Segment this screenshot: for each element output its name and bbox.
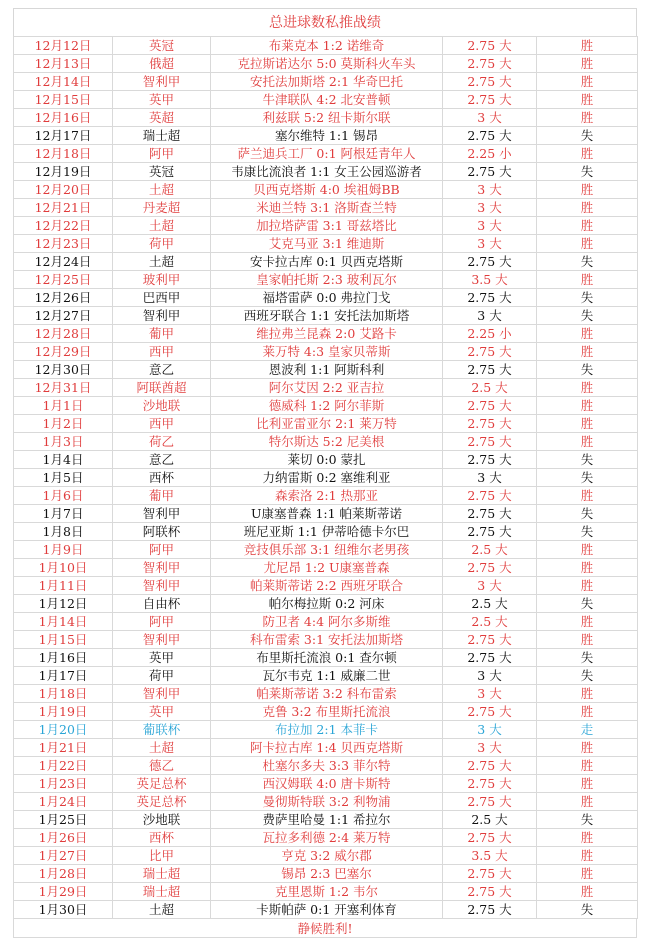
table-row <box>14 505 638 523</box>
date-cell: 12月26日 <box>14 289 113 307</box>
line-cell: 2.75 大 <box>443 163 537 181</box>
match-cell: 布拉加 2:1 本菲卡 <box>211 721 443 739</box>
league-cell: 智利甲 <box>113 559 211 577</box>
result-cell: 胜 <box>537 613 638 631</box>
league-cell: 沙地联 <box>113 397 211 415</box>
date-cell: 1月10日 <box>14 559 113 577</box>
match-cell: 力纳雷斯 0:2 塞维利亚 <box>211 469 443 487</box>
date-cell: 1月15日 <box>14 631 113 649</box>
results-sheet <box>13 8 637 941</box>
line-cell: 2.75 大 <box>443 73 537 91</box>
line-cell: 2.75 大 <box>443 883 537 901</box>
match-cell: 莱万特 4:3 皇家贝蒂斯 <box>211 343 443 361</box>
match-cell: 克里恩斯 1:2 韦尔 <box>211 883 443 901</box>
date-cell: 12月13日 <box>14 55 113 73</box>
league-cell: 阿甲 <box>113 541 211 559</box>
date-cell: 1月20日 <box>14 721 113 739</box>
date-cell: 1月1日 <box>14 397 113 415</box>
line-cell: 3 大 <box>443 109 537 127</box>
table-row <box>14 181 638 199</box>
match-cell: 特尔斯达 5:2 尼美根 <box>211 433 443 451</box>
line-cell: 3 大 <box>443 667 537 685</box>
table-row <box>14 307 638 325</box>
result-cell: 胜 <box>537 757 638 775</box>
league-cell: 葡甲 <box>113 487 211 505</box>
line-cell: 2.5 大 <box>443 541 537 559</box>
result-cell: 胜 <box>537 199 638 217</box>
line-cell: 2.5 大 <box>443 613 537 631</box>
league-cell: 阿联酋超 <box>113 379 211 397</box>
line-cell: 2.75 大 <box>443 523 537 541</box>
result-cell: 胜 <box>537 91 638 109</box>
league-cell: 沙地联 <box>113 811 211 829</box>
table-row <box>14 397 638 415</box>
result-cell: 胜 <box>537 235 638 253</box>
table-row <box>14 37 638 55</box>
line-cell: 2.75 大 <box>443 397 537 415</box>
league-cell: 土超 <box>113 181 211 199</box>
date-cell: 12月31日 <box>14 379 113 397</box>
result-cell: 失 <box>537 361 638 379</box>
match-cell: 瓦尔韦克 1:1 威廉二世 <box>211 667 443 685</box>
match-cell: 费萨里哈曼 1:1 希拉尔 <box>211 811 443 829</box>
match-cell: 帕尔梅拉斯 0:2 河床 <box>211 595 443 613</box>
match-cell: 科布雷索 3:1 安托法加斯塔 <box>211 631 443 649</box>
footer-message: 静候胜利! <box>13 919 637 938</box>
table-row <box>14 451 638 469</box>
line-cell: 3 大 <box>443 217 537 235</box>
league-cell: 土超 <box>113 739 211 757</box>
line-cell: 2.25 小 <box>443 145 537 163</box>
table-row <box>14 217 638 235</box>
result-cell: 胜 <box>537 271 638 289</box>
match-cell: 亨克 3:2 威尔郡 <box>211 847 443 865</box>
league-cell: 西甲 <box>113 415 211 433</box>
line-cell: 2.75 大 <box>443 451 537 469</box>
league-cell: 阿甲 <box>113 613 211 631</box>
match-cell: 帕莱斯蒂诺 2:2 西班牙联合 <box>211 577 443 595</box>
table-row <box>14 325 638 343</box>
match-cell: 维拉弗兰昆森 2:0 艾路卡 <box>211 325 443 343</box>
result-cell: 胜 <box>537 631 638 649</box>
line-cell: 2.75 大 <box>443 757 537 775</box>
match-cell: 布莱克本 1:2 诺维奇 <box>211 37 443 55</box>
result-cell: 失 <box>537 505 638 523</box>
table-row <box>14 703 638 721</box>
date-cell: 1月25日 <box>14 811 113 829</box>
table-row <box>14 847 638 865</box>
league-cell: 英足总杯 <box>113 793 211 811</box>
match-cell: 韦康比流浪者 1:1 女王公园巡游者 <box>211 163 443 181</box>
date-cell: 1月3日 <box>14 433 113 451</box>
date-cell: 1月21日 <box>14 739 113 757</box>
match-cell: 阿尔艾因 2:2 亚吉拉 <box>211 379 443 397</box>
league-cell: 英冠 <box>113 37 211 55</box>
league-cell: 西杯 <box>113 829 211 847</box>
date-cell: 12月17日 <box>14 127 113 145</box>
match-cell: 克鲁 3:2 布里斯托流浪 <box>211 703 443 721</box>
table-row <box>14 883 638 901</box>
match-cell: 加拉塔萨雷 3:1 哥兹塔比 <box>211 217 443 235</box>
table-row <box>14 361 638 379</box>
result-cell: 失 <box>537 253 638 271</box>
table-row <box>14 721 638 739</box>
table-row <box>14 595 638 613</box>
result-cell: 胜 <box>537 55 638 73</box>
line-cell: 3 大 <box>443 685 537 703</box>
line-cell: 3 大 <box>443 577 537 595</box>
result-cell: 胜 <box>537 343 638 361</box>
date-cell: 12月24日 <box>14 253 113 271</box>
result-cell: 失 <box>537 127 638 145</box>
date-cell: 1月5日 <box>14 469 113 487</box>
date-cell: 12月29日 <box>14 343 113 361</box>
date-cell: 1月26日 <box>14 829 113 847</box>
table-row <box>14 613 638 631</box>
match-cell: 塞尔维特 1:1 锡昂 <box>211 127 443 145</box>
league-cell: 土超 <box>113 253 211 271</box>
match-cell: 德威科 1:2 阿尔菲斯 <box>211 397 443 415</box>
date-cell: 12月28日 <box>14 325 113 343</box>
result-cell: 胜 <box>537 541 638 559</box>
result-cell: 胜 <box>537 883 638 901</box>
date-cell: 12月22日 <box>14 217 113 235</box>
line-cell: 3 大 <box>443 199 537 217</box>
line-cell: 2.75 大 <box>443 505 537 523</box>
table-row <box>14 901 638 919</box>
line-cell: 2.75 大 <box>443 775 537 793</box>
date-cell: 1月17日 <box>14 667 113 685</box>
result-cell: 失 <box>537 649 638 667</box>
date-cell: 1月23日 <box>14 775 113 793</box>
table-row <box>14 523 638 541</box>
league-cell: 智利甲 <box>113 631 211 649</box>
date-cell: 1月16日 <box>14 649 113 667</box>
result-cell: 胜 <box>537 217 638 235</box>
match-cell: 艾克马亚 3:1 维迪斯 <box>211 235 443 253</box>
league-cell: 智利甲 <box>113 73 211 91</box>
date-cell: 1月22日 <box>14 757 113 775</box>
league-cell: 土超 <box>113 217 211 235</box>
result-cell: 失 <box>537 901 638 919</box>
line-cell: 2.75 大 <box>443 559 537 577</box>
table-row <box>14 145 638 163</box>
result-cell: 失 <box>537 451 638 469</box>
table-row <box>14 289 638 307</box>
match-cell: 比利亚雷亚尔 2:1 莱万特 <box>211 415 443 433</box>
match-cell: 竞技俱乐部 3:1 纽维尔老男孩 <box>211 541 443 559</box>
line-cell: 2.75 大 <box>443 487 537 505</box>
line-cell: 2.75 大 <box>443 649 537 667</box>
league-cell: 德乙 <box>113 757 211 775</box>
match-cell: 杜塞尔多夫 3:3 菲尔特 <box>211 757 443 775</box>
result-cell: 胜 <box>537 847 638 865</box>
date-cell: 1月11日 <box>14 577 113 595</box>
result-cell: 失 <box>537 307 638 325</box>
date-cell: 1月14日 <box>14 613 113 631</box>
line-cell: 2.75 大 <box>443 127 537 145</box>
line-cell: 2.75 大 <box>443 829 537 847</box>
match-cell: 曼彻斯特联 3:2 利物浦 <box>211 793 443 811</box>
result-cell: 胜 <box>537 487 638 505</box>
table-row <box>14 127 638 145</box>
table-row <box>14 541 638 559</box>
line-cell: 2.75 大 <box>443 901 537 919</box>
line-cell: 3.5 大 <box>443 847 537 865</box>
date-cell: 1月28日 <box>14 865 113 883</box>
result-cell: 胜 <box>537 577 638 595</box>
line-cell: 2.75 大 <box>443 793 537 811</box>
table-row <box>14 865 638 883</box>
league-cell: 智利甲 <box>113 577 211 595</box>
table-row <box>14 487 638 505</box>
date-cell: 1月6日 <box>14 487 113 505</box>
date-cell: 1月19日 <box>14 703 113 721</box>
result-cell: 胜 <box>537 109 638 127</box>
league-cell: 阿甲 <box>113 145 211 163</box>
line-cell: 2.25 小 <box>443 325 537 343</box>
league-cell: 智利甲 <box>113 685 211 703</box>
match-cell: 皇家帕托斯 2:3 玻利瓦尔 <box>211 271 443 289</box>
table-row <box>14 109 638 127</box>
result-cell: 胜 <box>537 37 638 55</box>
match-cell: 福塔雷萨 0:0 弗拉门戈 <box>211 289 443 307</box>
result-cell: 胜 <box>537 433 638 451</box>
table-row <box>14 829 638 847</box>
line-cell: 2.5 大 <box>443 811 537 829</box>
result-cell: 胜 <box>537 181 638 199</box>
match-cell: 萨兰迪兵工厂 0:1 阿根廷青年人 <box>211 145 443 163</box>
result-cell: 失 <box>537 595 638 613</box>
table-row <box>14 199 638 217</box>
table-row <box>14 415 638 433</box>
table-row <box>14 631 638 649</box>
match-cell: 利兹联 5:2 纽卡斯尔联 <box>211 109 443 127</box>
date-cell: 1月27日 <box>14 847 113 865</box>
line-cell: 3 大 <box>443 721 537 739</box>
date-cell: 1月9日 <box>14 541 113 559</box>
result-cell: 胜 <box>537 865 638 883</box>
league-cell: 西杯 <box>113 469 211 487</box>
line-cell: 2.75 大 <box>443 433 537 451</box>
line-cell: 2.75 大 <box>443 55 537 73</box>
match-cell: U康塞普森 1:1 帕莱斯蒂诺 <box>211 505 443 523</box>
league-cell: 葡甲 <box>113 325 211 343</box>
result-cell: 失 <box>537 289 638 307</box>
league-cell: 英冠 <box>113 163 211 181</box>
date-cell: 1月7日 <box>14 505 113 523</box>
league-cell: 葡联杯 <box>113 721 211 739</box>
result-cell: 胜 <box>537 775 638 793</box>
line-cell: 2.75 大 <box>443 289 537 307</box>
league-cell: 意乙 <box>113 361 211 379</box>
league-cell: 巴西甲 <box>113 289 211 307</box>
date-cell: 1月12日 <box>14 595 113 613</box>
result-cell: 胜 <box>537 703 638 721</box>
table-row <box>14 649 638 667</box>
league-cell: 英甲 <box>113 91 211 109</box>
date-cell: 12月27日 <box>14 307 113 325</box>
match-cell: 莱切 0:0 蒙扎 <box>211 451 443 469</box>
date-cell: 12月25日 <box>14 271 113 289</box>
league-cell: 西甲 <box>113 343 211 361</box>
date-cell: 1月24日 <box>14 793 113 811</box>
table-row <box>14 793 638 811</box>
match-cell: 克拉斯诺达尔 5:0 莫斯科火车头 <box>211 55 443 73</box>
line-cell: 2.75 大 <box>443 865 537 883</box>
date-cell: 1月29日 <box>14 883 113 901</box>
table-row <box>14 379 638 397</box>
results-table <box>13 36 638 919</box>
result-cell: 胜 <box>537 415 638 433</box>
table-row <box>14 433 638 451</box>
line-cell: 2.5 大 <box>443 379 537 397</box>
league-cell: 荷甲 <box>113 667 211 685</box>
league-cell: 瑞士超 <box>113 883 211 901</box>
date-cell: 1月2日 <box>14 415 113 433</box>
match-cell: 锡昂 2:3 巴塞尔 <box>211 865 443 883</box>
date-cell: 12月21日 <box>14 199 113 217</box>
league-cell: 俄超 <box>113 55 211 73</box>
league-cell: 自由杯 <box>113 595 211 613</box>
match-cell: 阿卡拉古库 1:4 贝西克塔斯 <box>211 739 443 757</box>
league-cell: 瑞士超 <box>113 865 211 883</box>
line-cell: 2.75 大 <box>443 343 537 361</box>
match-cell: 防卫者 4:4 阿尔多斯维 <box>211 613 443 631</box>
match-cell: 瓦拉多利德 2:4 莱万特 <box>211 829 443 847</box>
league-cell: 意乙 <box>113 451 211 469</box>
line-cell: 2.75 大 <box>443 91 537 109</box>
sheet-title: 总进球数私推战绩 <box>13 8 637 36</box>
league-cell: 智利甲 <box>113 505 211 523</box>
result-cell: 胜 <box>537 379 638 397</box>
league-cell: 英甲 <box>113 703 211 721</box>
table-row <box>14 469 638 487</box>
line-cell: 2.75 大 <box>443 415 537 433</box>
league-cell: 荷甲 <box>113 235 211 253</box>
line-cell: 3 大 <box>443 181 537 199</box>
result-cell: 胜 <box>537 829 638 847</box>
date-cell: 1月8日 <box>14 523 113 541</box>
line-cell: 2.5 大 <box>443 595 537 613</box>
line-cell: 3 大 <box>443 307 537 325</box>
result-cell: 失 <box>537 523 638 541</box>
league-cell: 英超 <box>113 109 211 127</box>
result-cell: 胜 <box>537 559 638 577</box>
table-row <box>14 235 638 253</box>
date-cell: 12月20日 <box>14 181 113 199</box>
line-cell: 2.75 大 <box>443 631 537 649</box>
table-row <box>14 667 638 685</box>
table-row <box>14 757 638 775</box>
table-row <box>14 685 638 703</box>
table-row <box>14 577 638 595</box>
date-cell: 1月4日 <box>14 451 113 469</box>
match-cell: 帕莱斯蒂诺 3:2 科布雷索 <box>211 685 443 703</box>
result-cell: 失 <box>537 667 638 685</box>
line-cell: 2.75 大 <box>443 361 537 379</box>
league-cell: 荷乙 <box>113 433 211 451</box>
table-row <box>14 811 638 829</box>
match-cell: 班尼亚斯 1:1 伊蒂哈德卡尔巴 <box>211 523 443 541</box>
result-cell: 胜 <box>537 145 638 163</box>
match-cell: 安卡拉古库 0:1 贝西克塔斯 <box>211 253 443 271</box>
results-table-body <box>14 37 638 919</box>
date-cell: 12月18日 <box>14 145 113 163</box>
match-cell: 安托法加斯塔 2:1 华奇巴托 <box>211 73 443 91</box>
result-cell: 失 <box>537 811 638 829</box>
table-row <box>14 271 638 289</box>
date-cell: 12月30日 <box>14 361 113 379</box>
result-cell: 胜 <box>537 685 638 703</box>
league-cell: 玻利甲 <box>113 271 211 289</box>
match-cell: 米迪兰特 3:1 洛斯查兰特 <box>211 199 443 217</box>
date-cell: 12月15日 <box>14 91 113 109</box>
match-cell: 布里斯托流浪 0:1 查尔顿 <box>211 649 443 667</box>
match-cell: 牛津联队 4:2 北安普顿 <box>211 91 443 109</box>
match-cell: 贝西克塔斯 4:0 埃祖姆BB <box>211 181 443 199</box>
date-cell: 12月14日 <box>14 73 113 91</box>
result-cell: 失 <box>537 163 638 181</box>
match-cell: 恩波利 1:1 阿斯科利 <box>211 361 443 379</box>
result-cell: 胜 <box>537 793 638 811</box>
result-cell: 胜 <box>537 397 638 415</box>
result-cell: 走 <box>537 721 638 739</box>
result-cell: 失 <box>537 469 638 487</box>
table-row <box>14 73 638 91</box>
table-row <box>14 343 638 361</box>
match-cell: 尤尼昂 1:2 U康塞普森 <box>211 559 443 577</box>
line-cell: 2.75 大 <box>443 37 537 55</box>
league-cell: 土超 <box>113 901 211 919</box>
result-cell: 胜 <box>537 73 638 91</box>
match-cell: 西汉姆联 4:0 唐卡斯特 <box>211 775 443 793</box>
league-cell: 丹麦超 <box>113 199 211 217</box>
match-cell: 西班牙联合 1:1 安托法加斯塔 <box>211 307 443 325</box>
date-cell: 12月19日 <box>14 163 113 181</box>
table-row <box>14 91 638 109</box>
table-row <box>14 163 638 181</box>
league-cell: 瑞士超 <box>113 127 211 145</box>
league-cell: 英足总杯 <box>113 775 211 793</box>
line-cell: 2.75 大 <box>443 703 537 721</box>
line-cell: 3 大 <box>443 469 537 487</box>
date-cell: 12月23日 <box>14 235 113 253</box>
table-row <box>14 55 638 73</box>
result-cell: 胜 <box>537 739 638 757</box>
league-cell: 阿联杯 <box>113 523 211 541</box>
table-row <box>14 559 638 577</box>
date-cell: 12月12日 <box>14 37 113 55</box>
league-cell: 智利甲 <box>113 307 211 325</box>
date-cell: 1月30日 <box>14 901 113 919</box>
line-cell: 2.75 大 <box>443 253 537 271</box>
line-cell: 3 大 <box>443 739 537 757</box>
table-row <box>14 775 638 793</box>
league-cell: 比甲 <box>113 847 211 865</box>
league-cell: 英甲 <box>113 649 211 667</box>
line-cell: 3.5 大 <box>443 271 537 289</box>
date-cell: 1月18日 <box>14 685 113 703</box>
line-cell: 3 大 <box>443 235 537 253</box>
match-cell: 森索洛 2:1 热那亚 <box>211 487 443 505</box>
table-row <box>14 253 638 271</box>
match-cell: 卡斯帕萨 0:1 开塞利体育 <box>211 901 443 919</box>
table-row <box>14 739 638 757</box>
result-cell: 胜 <box>537 325 638 343</box>
date-cell: 12月16日 <box>14 109 113 127</box>
